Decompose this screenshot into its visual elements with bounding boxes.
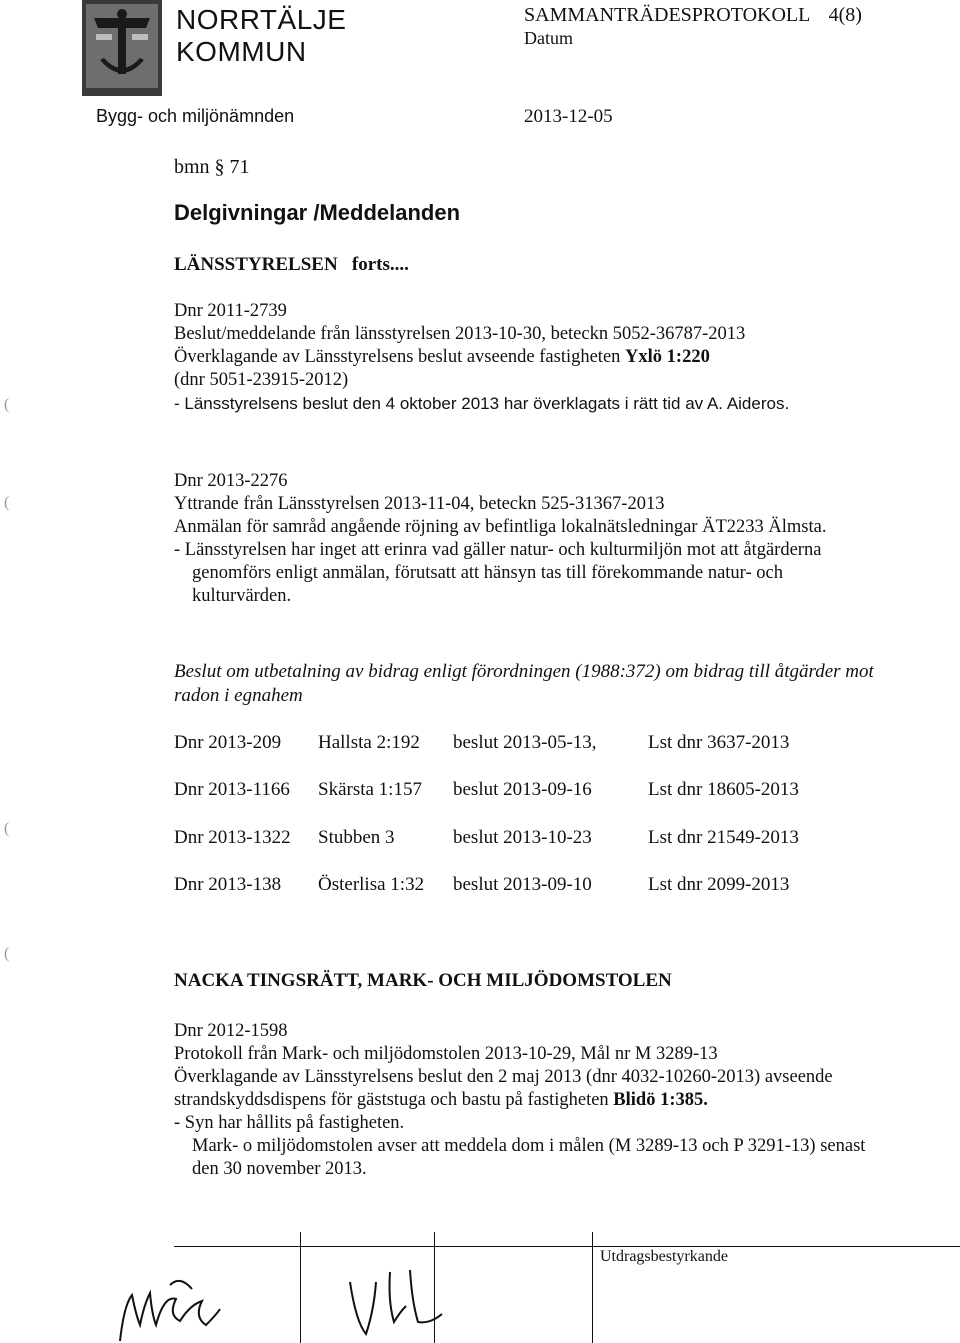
block1-line3-text: Överklagande av Länsstyrelsens beslut avseende fastigheten bbox=[174, 347, 626, 367]
document-type-label: SAMMANTRÄDESPROTOKOLL bbox=[524, 4, 810, 26]
section-title: Delgivningar /Meddelanden bbox=[174, 200, 461, 225]
block1-property: Yxlö 1:220 bbox=[625, 347, 710, 367]
court-line4 bbox=[174, 1089, 865, 1112]
row-lst-dnr: Lst dnr 3637-2013 bbox=[648, 732, 790, 753]
block2-line1: Dnr 2013-2276 bbox=[174, 471, 288, 491]
municipality-logo bbox=[82, 0, 162, 96]
court-line4-text: strandskyddsdispens för gäststuga och bastu på fastigheten bbox=[174, 1090, 614, 1110]
org-name-line2: KOMMUN bbox=[176, 36, 307, 67]
row-dnr: Dnr 2013-209 bbox=[174, 732, 282, 753]
row-decision: beslut 2013-09-10 bbox=[453, 874, 592, 895]
block2-line5: genomförs enligt anmälan, förutsatt att hänsyn tas till förekommande natur- och bbox=[192, 563, 783, 583]
notice-block-2 bbox=[174, 470, 826, 608]
row-decision: beslut 2013-10-23 bbox=[453, 827, 592, 848]
block1-line2: Beslut/meddelande från länsstyrelsen 2013-10-30, beteckn 5052-36787-2013 bbox=[174, 324, 746, 344]
extract-certification-label: Utdragsbestyrkande bbox=[600, 1248, 728, 1265]
row-dnr: Dnr 2013-138 bbox=[174, 874, 282, 895]
block1-line5: - Länsstyrelsens beslut den 4 oktober 2013 har överklagats i rätt tid av A. Aideros. bbox=[174, 394, 790, 413]
block2-line2: Yttrande från Länsstyrelsen 2013-11-04, beteckn 525-31367-2013 bbox=[174, 494, 665, 514]
court-line6: Mark- o miljödomstolen avser att meddela dom i målen (M 3289-13 och P 3291-13) senast bbox=[192, 1136, 866, 1156]
row-dnr: Dnr 2013-1166 bbox=[174, 779, 290, 800]
block1-line4: (dnr 5051-23915-2012) bbox=[174, 370, 349, 390]
section-subtitle: LÄNSSTYRELSEN forts.... bbox=[174, 254, 409, 275]
margin-mark: ( bbox=[4, 494, 10, 511]
signature-column-divider bbox=[592, 1232, 593, 1343]
court-line7: den 30 november 2013. bbox=[192, 1159, 367, 1179]
row-property: Österlisa 1:32 bbox=[318, 874, 425, 895]
row-property: Hallsta 2:192 bbox=[318, 732, 420, 753]
row-property: Skärsta 1:157 bbox=[318, 779, 422, 800]
block2-line4: - Länsstyrelsen har inget att erinra vad gäller natur- och kulturmiljön mot att åtgärderna bbox=[174, 540, 822, 560]
block1-line3 bbox=[174, 346, 789, 369]
margin-mark: ( bbox=[4, 820, 10, 837]
meeting-date: 2013-12-05 bbox=[524, 106, 613, 127]
court-heading: NACKA TINGSRÄTT, MARK- OCH MILJÖDOMSTOLEN bbox=[174, 970, 672, 991]
block2-line3: Anmälan för samråd angående röjning av befintliga lokalnätsledningar ÄT2233 Älmsta. bbox=[174, 517, 827, 537]
row-lst-dnr: Lst dnr 2099-2013 bbox=[648, 874, 790, 895]
section-number: bmn § 71 bbox=[174, 156, 250, 178]
court-block bbox=[174, 1020, 865, 1181]
radon-heading-line2: radon i egnahem bbox=[174, 685, 303, 706]
block1-line1: Dnr 2011-2739 bbox=[174, 301, 287, 321]
row-decision: beslut 2013-05-13, bbox=[453, 732, 597, 753]
signature-initials-2 bbox=[330, 1262, 590, 1342]
margin-mark: ( bbox=[4, 945, 10, 962]
court-line1: Dnr 2012-1598 bbox=[174, 1021, 288, 1041]
row-lst-dnr: Lst dnr 21549-2013 bbox=[648, 827, 799, 848]
datum-label: Datum bbox=[524, 28, 573, 48]
page-number: 4(8) bbox=[828, 4, 862, 26]
court-line2: Protokoll från Mark- och miljödomstolen 2013-10-29, Mål nr M 3289-13 bbox=[174, 1044, 718, 1064]
radon-heading bbox=[174, 660, 874, 708]
row-decision: beslut 2013-09-16 bbox=[453, 779, 592, 800]
signature-divider bbox=[174, 1246, 960, 1247]
org-name-line1: NORRTÄLJE bbox=[176, 4, 347, 35]
signature-initials-1 bbox=[110, 1255, 260, 1343]
block2-line6: kulturvärden. bbox=[192, 586, 292, 606]
notice-block-1 bbox=[174, 300, 789, 415]
row-lst-dnr: Lst dnr 18605-2013 bbox=[648, 779, 799, 800]
signature-column-divider bbox=[300, 1232, 301, 1343]
row-property: Stubben 3 bbox=[318, 827, 395, 848]
department-name: Bygg- och miljönämnden bbox=[96, 106, 295, 126]
court-line5: - Syn har hållits på fastigheten. bbox=[174, 1113, 405, 1133]
court-line3: Överklagande av Länsstyrelsens beslut den 2 maj 2013 (dnr 4032-10260-2013) avseende bbox=[174, 1067, 833, 1087]
margin-mark: ( bbox=[4, 396, 10, 413]
court-property: Blidö 1:385. bbox=[613, 1090, 708, 1110]
row-dnr: Dnr 2013-1322 bbox=[174, 827, 291, 848]
document-type bbox=[524, 4, 862, 27]
radon-heading-line1: Beslut om utbetalning av bidrag enligt förordningen (1988:372) om bidrag till åtgärder mot bbox=[174, 661, 874, 682]
